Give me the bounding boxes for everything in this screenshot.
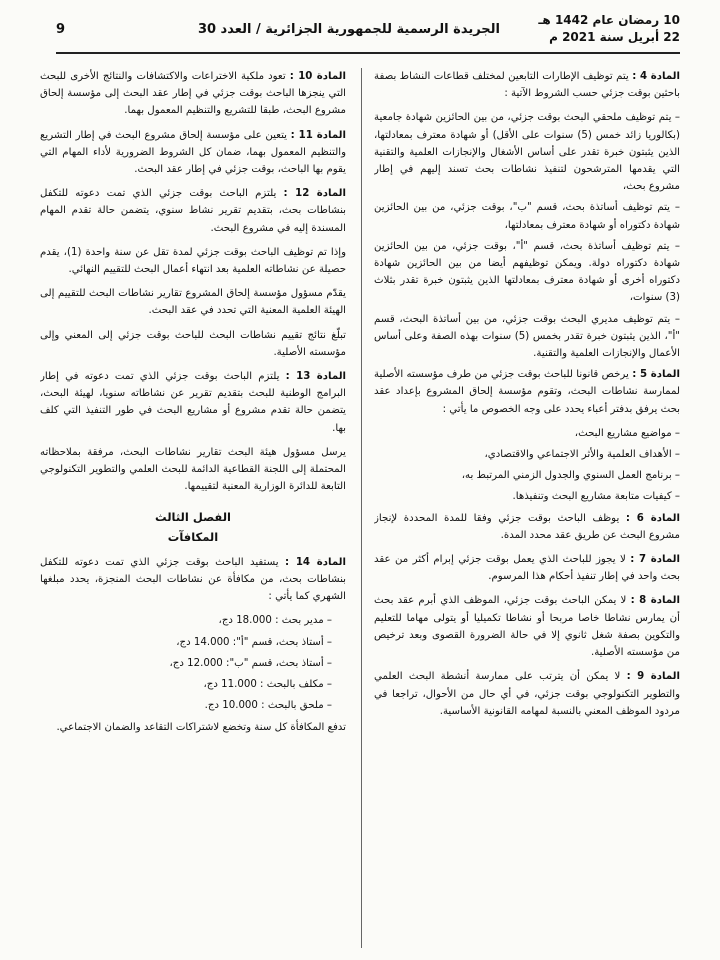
- page-header: [56, 12, 680, 54]
- paragraph: تدفع المكافأة كل سنة وتخضع لاشتراكات التقاعد والضمان الاجتماعي.: [56, 721, 346, 733]
- list-item: – الأهداف العلمية والأثر الاجتماعي والاقتصادي،: [484, 449, 680, 461]
- article-6: [374, 510, 680, 544]
- page-number: 9: [56, 22, 66, 37]
- column-divider: [361, 68, 362, 948]
- article-4: [374, 68, 680, 102]
- list-item: – كيفيات متابعة مشاريع البحث وتنفيذها.: [512, 491, 680, 503]
- article-text: يوظف الباحث بوقت جزئي وفقا للمدة المحددة لإنجاز مشروع البحث عن طريق عقد محدد المدة.: [374, 512, 680, 541]
- article-text: لا يجوز للباحث الذي يعمل بوقت جزئي إبرام أكثر من عقد بحث واحد في إطار تنفيذ أحكام هذا المرسوم.: [374, 554, 680, 583]
- article-label: المادة 8 :: [630, 595, 680, 607]
- article-7: [374, 551, 680, 585]
- date-hijri: 10 رمضان عام 1442 هـ: [538, 13, 680, 27]
- article-text: لا يمكن أن يترتب على ممارسة أنشطة البحث العلمي والتطوير التكنولوجي بوقت جزئي، في أي حال من الأحوال، تراجعا في مردود الموظف المعني بالنسبة لمهامه القانونية الأساسية.: [374, 671, 680, 717]
- article-text: تعود ملكية الاختراعات والاكتشافات والنتائج الأخرى للبحث التي ينجزها الباحث بوقت جزئي في إطار عقد البحث إلى مؤسسة إلحاق مشروع البحث، طبقا للتشريع والتنظيم المعمول بهما.: [40, 71, 346, 117]
- list-item: – يتم توظيف أساتذة بحث، قسم "أ"، بوقت جزئي، من بين الحائزين شهادة دكتوراه دولة. ويمكن توظيفهم أيضا من بين الحائزين شهادة دكتوراه أخرى أو شهادة معترف بمعادلتها الذين يثبتون خبرة تقدر بثلاث (3) سنوات،: [374, 240, 680, 304]
- article-5-list: [374, 425, 680, 506]
- date-gregorian: 22 أبريل سنة 2021 م: [549, 30, 680, 44]
- article-13: [40, 368, 346, 437]
- list-item: – مواضيع مشاريع البحث،: [574, 427, 680, 439]
- list-item: – يتم توظيف مديري البحث بوقت جزئي، من بين أساتذة البحث، قسم "أ"، الذين يثبتون خبرة تقدر بخمس (5) سنوات بهذه الصفة وعلى أساس الأعمال والإنجازات العلمية والتقنية.: [374, 313, 680, 360]
- paragraph: يقدّم مسؤول مؤسسة إلحاق المشروع تقارير نشاطات البحث للتقييم إلى الهيئة العلمية المعنية التي تحدد في عقد البحث.: [40, 288, 346, 317]
- article-14: [40, 554, 346, 606]
- article-label: المادة 10 :: [289, 71, 346, 82]
- article-text: يتعين على مؤسسة إلحاق مشروع البحث في إطار التشريع والتنظيم المعمول بهما، ضمان كل الشروط الضرورية لأداء المهام التي يقوم بها الباحث، بوقت جزئي في إطار عقد البحث.: [40, 129, 346, 176]
- article-8: [374, 592, 680, 661]
- reward-list: [40, 612, 346, 714]
- paragraph: يرسل مسؤول هيئة البحث تقارير نشاطات البحث، مرفقة بملاحظاته المحتملة إلى اللجنة القطاعية الدائمة للبحث العلمي والتطوير التكنولوجي التابعة للدائرة الوزارية المعنية لتقييمها.: [40, 446, 346, 493]
- list-item: – يتم توظيف أساتذة بحث، قسم "ب"، بوقت جزئي، من بين الحائزين شهادة دكتوراه أو شهادة معترف بمعادلتها،: [374, 202, 680, 231]
- list-item: – ملحق بالبحث : 10.000 دج.: [204, 700, 332, 712]
- article-label: المادة 12 :: [283, 188, 346, 200]
- article-text: يتم توظيف الإطارات التابعين لمختلف قطاعات النشاط بصفة باحثين بوقت جزئي حسب الشروط الآتية :: [374, 71, 680, 100]
- paragraph: وإذا تم توظيف الباحث بوقت جزئي لمدة تقل عن سنة واحدة (1)، يقدم حصيلة عن نشاطاته العلمية بعد انتهاء أعمال البحث للتقييم النهائي.: [40, 246, 346, 276]
- article-text: يلتزم الباحث بوقت جزئي الذي تمت دعوته في إطار البرامج الوطنية للبحث بتقديم تقرير عن نشاطاته سنويا، لهيئة البحث، يتضمن حالة تقدم مشروع أو مشاريع البحث في طور التنفيذ التي كلف بها.: [40, 371, 346, 434]
- chapter-heading: الفصل الثالث: [155, 510, 231, 525]
- chapter-title: المكافآت: [167, 529, 219, 544]
- list-item: – مدير بحث : 18.000 دج،: [218, 615, 332, 627]
- article-label: المادة 9 :: [626, 671, 680, 683]
- right-column: [374, 68, 680, 948]
- article-label: المادة 11 :: [290, 129, 346, 141]
- article-label: المادة 14 :: [285, 556, 346, 568]
- article-11: [40, 127, 346, 179]
- article-12: [40, 185, 346, 237]
- article-text: يستفيد الباحث بوقت جزئي الذي تمت دعوته للتكفل بنشاطات بحث، من مكافأة عن نشاطات البحث المنجزة، يحدد مبلغها الشهري كما يأتي :: [40, 556, 346, 603]
- article-4-list: [374, 109, 680, 362]
- article-label: المادة 6 :: [625, 512, 680, 524]
- header-date: [530, 12, 680, 46]
- article-label: المادة 7 :: [630, 554, 680, 566]
- article-text: يلتزم الباحث بوقت جزئي الذي تمت دعوته للتكفل بنشاطات بحث، بتقديم تقرير نشاط سنوي، يتضمن حالة تقدم المهام المسندة إليه في مشروع البحث.: [40, 188, 346, 234]
- list-item: – أستاذ بحث، قسم "أ": 14.000 دج،: [176, 636, 332, 648]
- article-label: المادة 4 :: [632, 71, 680, 82]
- journal-title: الجريدة الرسمية للجمهورية الجزائرية / العدد 30: [197, 22, 500, 37]
- article-9: [374, 668, 680, 720]
- article-text: يرخص قانونا للباحث بوقت جزئي من طرف مؤسسته الأصلية لممارسة نشاطات البحث، وتقوم مؤسسة إلحاق المشروع بإعداد عقد بحث يرفق بدفتر أعباء يحدد على وجه الخصوص ما يأتي :: [374, 369, 680, 415]
- article-10: [40, 68, 346, 120]
- article-5: [374, 366, 680, 418]
- article-label: المادة 5 :: [632, 369, 680, 381]
- list-item: – مكلف بالبحث : 11.000 دج،: [203, 679, 332, 691]
- list-item: – أستاذ بحث، قسم "ب": 12.000 دج،: [169, 657, 332, 669]
- list-item: – يتم توظيف ملحقي البحث بوقت جزئي، من بين الحائزين شهادة جامعية (بكالوريا زائد خمس (5) سنوات على الأقل) أو شهادة معترف بمعادلتها، الذين يثبتون خبرة تقدر على أساس الأشغال والإنجازات العلمية والتقنية التي يقدمها المترشحون لتنفيذ نشاطات بحث تسند إليهم في إطار مشروع بحث،: [374, 112, 680, 193]
- article-text: لا يمكن الباحث بوقت جزئي، الموظف الذي أبرم عقد بحث أن يمارس نشاطا خاصا مربحا أو نشاطا تكميليا أو يتولى مهاما للتعليم والتكوين بصفة شغل ثانوي إلا في حالة الضرورة القصوى وبعد ترخيص من مؤسسته الأصلية.: [374, 595, 680, 659]
- paragraph: تبلّغ نتائج تقييم نشاطات البحث للباحث بوقت جزئي إلى المعني وإلى مؤسسته الأصلية.: [40, 329, 346, 358]
- list-item: – برنامج العمل السنوي والجدول الزمني المرتبط به،: [461, 470, 680, 482]
- left-column: [40, 68, 346, 948]
- article-label: المادة 13 :: [285, 371, 346, 383]
